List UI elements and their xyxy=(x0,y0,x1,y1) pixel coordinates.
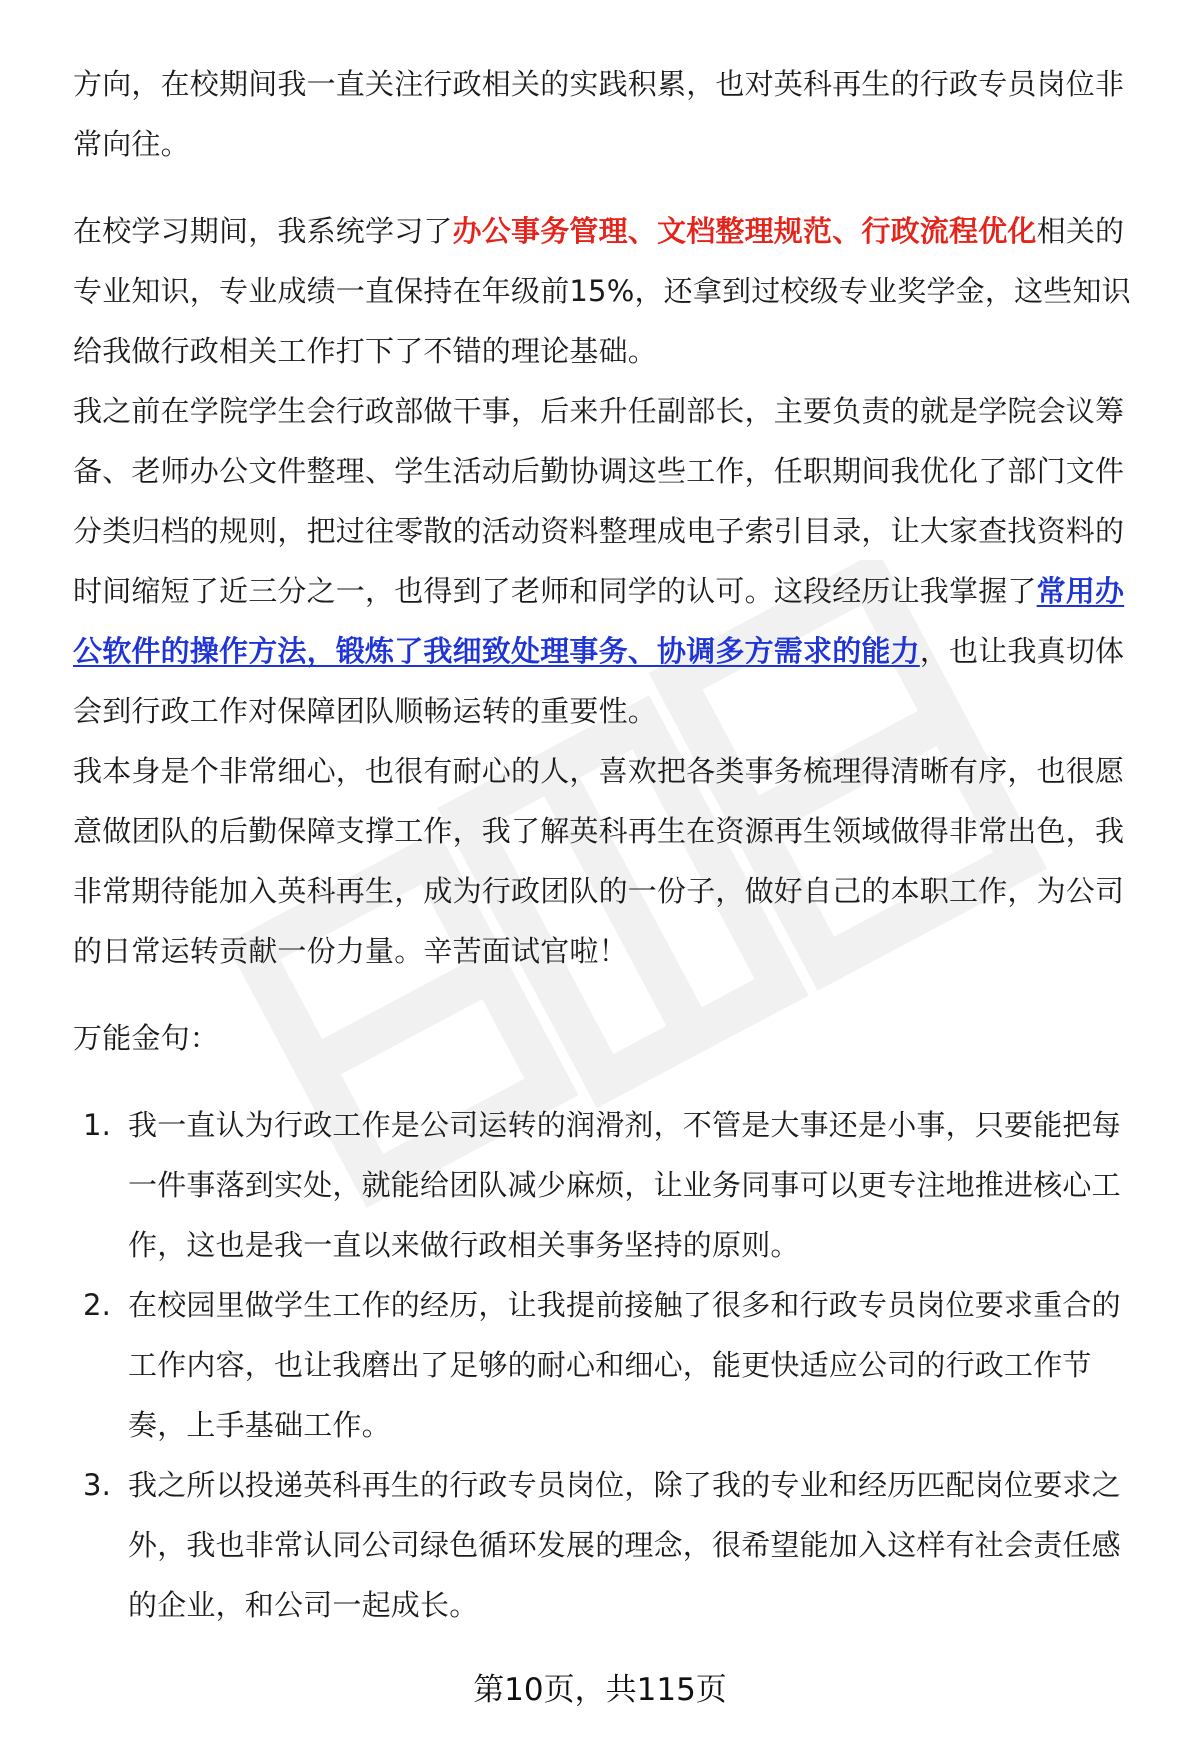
page-number-label: 第10页，共115页 xyxy=(473,1672,727,1708)
study-text-before: 在校学习期间，我系统学习了 xyxy=(73,214,453,248)
paragraph-gap xyxy=(73,981,1145,1008)
quotes-heading: 万能金句： xyxy=(73,1021,220,1055)
paragraph-intro-continuation: 方向，在校期间我一直关注行政相关的实践积累，也对英科再生的行政专员岗位非常向往。 xyxy=(73,67,1125,161)
paragraph-gap xyxy=(73,174,1145,201)
list-item xyxy=(73,1455,1145,1635)
paragraph-gap xyxy=(73,1068,1145,1095)
list-item xyxy=(73,1095,1145,1275)
quotes-list xyxy=(73,1095,1145,1635)
page-footer xyxy=(0,1670,1200,1710)
experience-text-after: ，也让我真切体会到行政工作对保障团队顺畅运转的重要性。 xyxy=(73,634,1125,728)
list-item-number: 3. xyxy=(83,1468,112,1502)
experience-highlight-blue: 常用办公软件的操作方法，锻炼了我细致处理事务、协调多方需求的能力 xyxy=(73,574,1125,668)
list-item-text: 在校园里做学生工作的经历，让我提前接触了很多和行政专员岗位要求重合的工作内容，也让我磨出了足够的耐心和细心，能更快适应公司的行政工作节奏，上手基础工作。 xyxy=(128,1288,1121,1442)
document-body xyxy=(73,54,1145,1635)
paragraph-experience xyxy=(73,381,1145,741)
study-highlight-red: 办公事务管理、文档整理规范、行政流程优化 xyxy=(452,214,1037,248)
list-item xyxy=(73,1275,1145,1455)
paragraph-personality: 我本身是个非常细心，也很有耐心的人，喜欢把各类事务梳理得清晰有序，也很愿意做团队的后勤保障支撑工作，我了解英科再生在资源再生领域做得非常出色，我非常期待能加入英科再生，成为行政团队的一份子，做好自己的本职工作，为公司的日常运转贡献一份力量。辛苦面试官啦！ xyxy=(73,754,1125,968)
list-item-text: 我一直认为行政工作是公司运转的润滑剂，不管是大事还是小事，只要能把每一件事落到实处，就能给团队减少麻烦，让业务同事可以更专注地推进核心工作，这也是我一直以来做行政相关事务坚持的原则。 xyxy=(128,1108,1121,1262)
study-text-after: 相关的专业知识，专业成绩一直保持在年级前15%，还拿到过校级专业奖学金，这些知识给我做行政相关工作打下了不错的理论基础。 xyxy=(73,214,1131,368)
list-item-text: 我之所以投递英科再生的行政专员岗位，除了我的专业和经历匹配岗位要求之外，我也非常认同公司绿色循环发展的理念，很希望能加入这样有社会责任感的企业，和公司一起成长。 xyxy=(128,1468,1121,1622)
paragraph-study xyxy=(73,201,1145,381)
experience-text-before: 我之前在学院学生会行政部做干事，后来升任副部长，主要负责的就是学院会议筹备、老师办公文件整理、学生活动后勤协调这些工作，任职期间我优化了部门文件分类归档的规则，把过往零散的活动资料整理成电子索引目录，让大家查找资料的时间缩短了近三分之一，也得到了老师和同学的认可。这段经历让我掌握了 xyxy=(73,394,1125,608)
list-item-number: 1. xyxy=(83,1108,112,1142)
list-item-number: 2. xyxy=(83,1288,112,1322)
